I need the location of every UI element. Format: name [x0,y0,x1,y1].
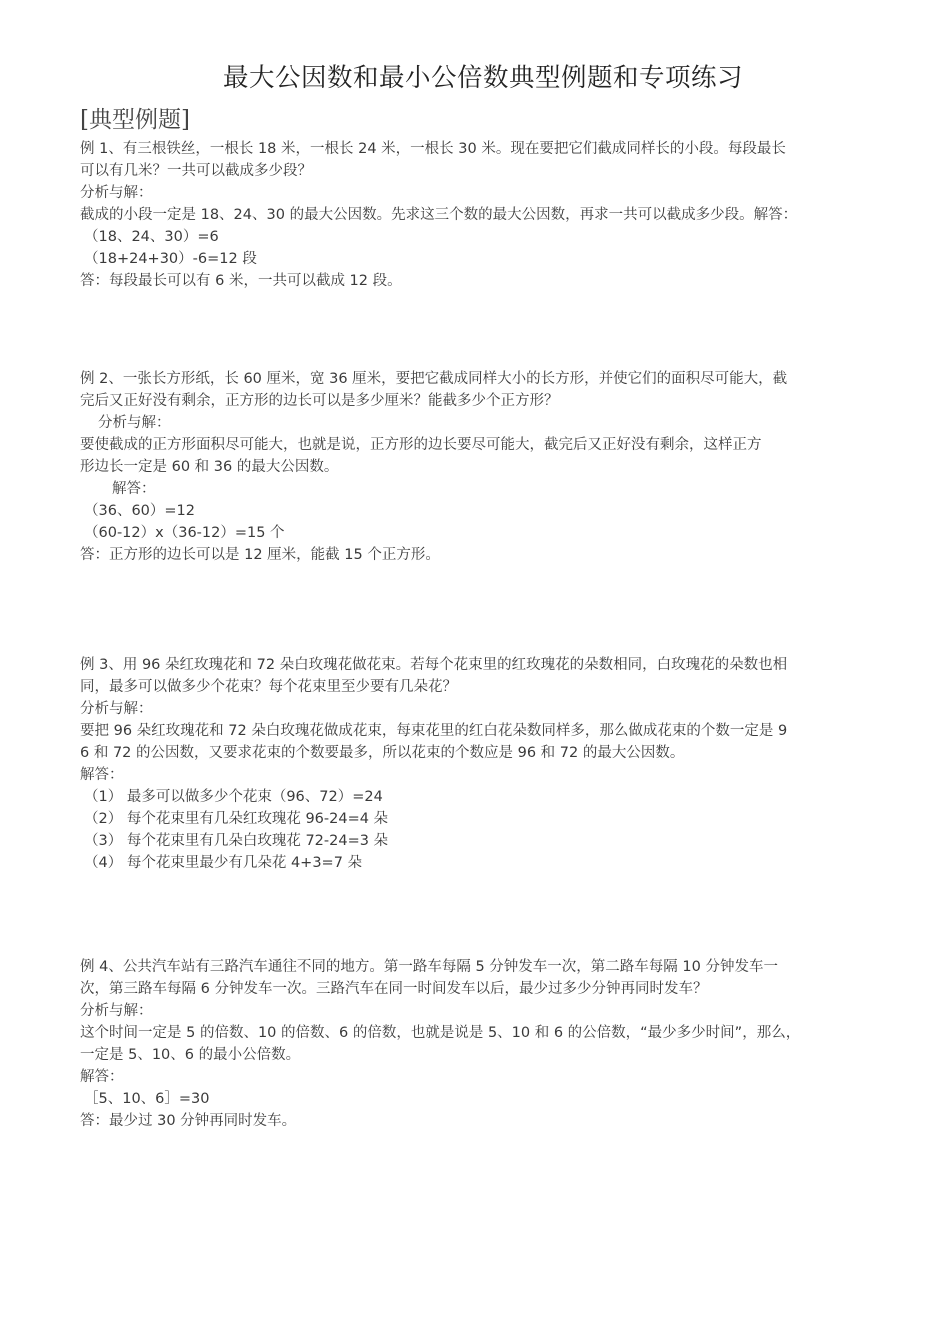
section-heading: [典型例题] [80,107,190,133]
example-2-analysis-line-1: 要使截成的正方形面积尽可能大，也就是说，正方形的边长要尽可能大，截完后又正好没有剩余，这样正方 [80,437,762,453]
example-4 [80,956,890,1132]
example-2-question-line-2: 完后又正好没有剩余，正方形的边长可以是多少厘米？能截多少个正方形？ [80,393,559,409]
example-3-question-line-1: 例 3、用 96 朵红玫瑰花和 72 朵白玫瑰花做花束。若每个花束里的红玫瑰花的朵数相同，白玫瑰花的朵数也相 [80,657,788,673]
example-3-step-2: （2） 每个花束里有几朵红玫瑰花 96-24=4 朵 [84,811,389,827]
example-4-question-line-1: 例 4、公共汽车站有三路汽车通往不同的地方。第一路车每隔 5 分钟发车一次，第二路车每隔 10 分钟发车一 [80,959,778,975]
example-3-solution-label: 解答： [80,767,124,783]
example-1-answer: 答：每段最长可以有 6 米，一共可以截成 12 段。 [80,273,402,289]
example-4-analysis-label: 分析与解： [80,1003,153,1019]
example-4-analysis-line-2: 一定是 5、10、6 的最小公倍数。 [80,1047,301,1063]
example-3-step-1: （1） 最多可以做多少个花束（96、72）=24 [84,789,383,805]
example-2-question-line-1: 例 2、一张长方形纸，长 60 厘米，宽 36 厘米，要把它截成同样大小的长方形，并使它们的面积尽可能大，截 [80,371,788,387]
example-3-analysis-line-1: 要把 96 朵红玫瑰花和 72 朵白玫瑰花做成花束，每束花里的红白花朵数同样多，那么做成花束的个数一定是 9 [80,723,788,739]
example-1-calc-2: （18+24+30）-6=12 段 [84,251,257,267]
example-3-step-3: （3） 每个花束里有几朵白玫瑰花 72-24=3 朵 [84,833,389,849]
example-1-analysis-text: 截成的小段一定是 18、24、30 的最大公因数。先求这三个数的最大公因数，再求一共可以截成多少段。解答： [80,207,798,223]
example-1-question-line-2: 可以有几米？一共可以截成多少段？ [80,163,312,179]
example-2-calc-2: （60-12）x（36-12）=15 个 [84,525,285,541]
example-1-analysis-label: 分析与解： [80,185,153,201]
example-3-question-line-2: 同，最多可以做多少个花束？每个花束里至少要有几朵花？ [80,679,457,695]
example-2-solution-label: 解答： [112,481,156,497]
example-2-answer: 答：正方形的边长可以是 12 厘米，能截 15 个正方形。 [80,547,440,563]
example-3 [80,654,890,874]
example-4-solution-label: 解答： [80,1069,124,1085]
example-2 [80,368,890,566]
example-2-calc-1: （36、60）=12 [84,503,196,519]
example-2-analysis-line-2: 形边长一定是 60 和 36 的最大公因数。 [80,459,339,475]
example-1 [80,138,890,292]
example-3-step-4: （4） 每个花束里最少有几朵花 4+3=7 朵 [84,855,363,871]
page-title: 最大公因数和最小公倍数典型例题和专项练习 [222,63,743,93]
example-2-analysis-label: 分析与解： [98,415,171,431]
example-1-calc-1: （18、24、30）=6 [84,229,219,245]
example-3-analysis-label: 分析与解： [80,701,153,717]
example-4-question-line-2: 次，第三路车每隔 6 分钟发车一次。三路汽车在同一时间发车以后，最少过多少分钟再同时发车？ [80,981,708,997]
example-4-analysis-line-1: 这个时间一定是 5 的倍数、10 的倍数、6 的倍数，也就是说是 5、10 和 6 的公倍数，“最少多少时间”，那么， [80,1025,801,1041]
example-4-answer: 答：最少过 30 分钟再同时发车。 [80,1113,297,1129]
example-4-calc: ［5、10、6］=30 [84,1091,210,1107]
example-1-question-line-1: 例 1、有三根铁丝，一根长 18 米，一根长 24 米，一根长 30 米。现在要把它们截成同样长的小段。每段最长 [80,141,786,157]
example-3-analysis-line-2: 6 和 72 的公因数，又要求花束的个数要最多，所以花束的个数应是 96 和 72 的最大公因数。 [80,745,685,761]
